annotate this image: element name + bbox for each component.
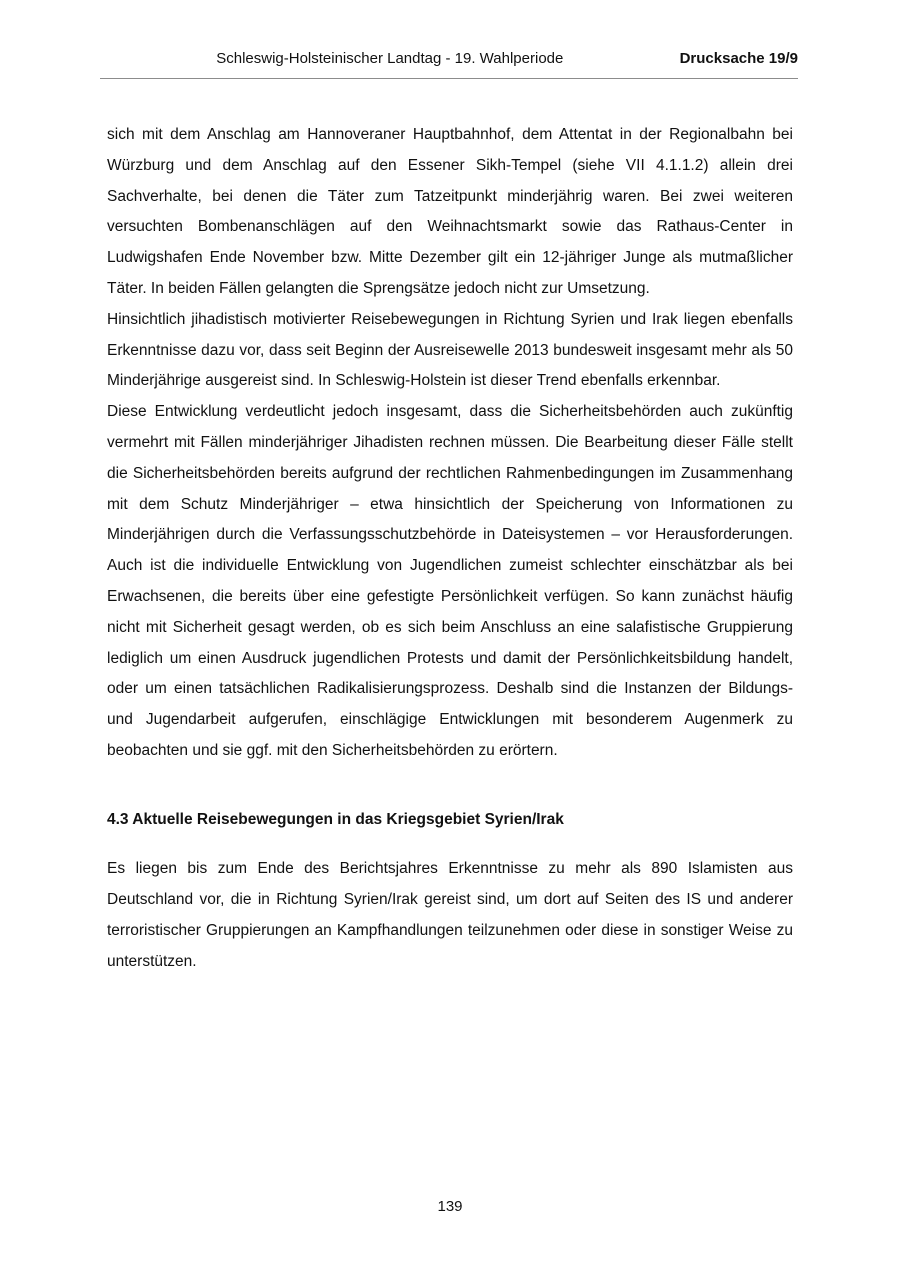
header-drucksache-number: Drucksache 19/9 bbox=[679, 50, 798, 67]
header-document-title: Schleswig-Holsteinischer Landtag - 19. Wahlperiode bbox=[216, 50, 564, 67]
page-footer bbox=[0, 1198, 900, 1215]
paragraph: Diese Entwicklung verdeutlicht jedoch insgesamt, dass die Sicherheitsbehörden auch zukünftig vermehrt mit Fällen minderjähriger Jihadisten rechnen müssen. Die Bearbeitung dieser Fälle stellt die Sicherheitsbehörden bereits aufgrund der rechtlichen Rahmenbedingungen im Zusammenhang mit dem Schutz Minderjähriger – etwa hinsichtlich der Speicherung von Informationen zu Minderjährigen durch die Verfassungsschutzbehörde in Dateisystemen – vor Herausforderungen. Auch ist die individuelle Entwicklung von Jugendlichen zumeist schlechter einschätzbar als bei Erwachsenen, die bereits über eine gefestigte Persönlichkeit verfügen. So kann zunächst häufig nicht mit Sicherheit gesagt werden, ob es sich beim Anschluss an eine salafistische Gruppierung lediglich um einen Ausdruck jugendlichen Protests und damit der Persönlichkeitsbildung handelt, oder um einen tatsächlichen Radikalisierungsprozess. Deshalb sind die Instanzen der Bildungs- und Jugendarbeit aufgerufen, einschlägige Entwicklungen mit besonderem Augenmerk zu beobachten und sie ggf. mit den Sicherheitsbehörden zu erörtern. bbox=[107, 403, 793, 759]
page-number: 139 bbox=[437, 1198, 463, 1215]
paragraph: Es liegen bis zum Ende des Berichtsjahres Erkenntnisse zu mehr als 890 Islamisten aus Deutschland vor, die in Richtung Syrien/Irak gereist sind, um dort auf Seiten des IS und anderer terroristischer Gruppierungen an Kampfhandlungen teilzunehmen oder diese in sonstiger Weise zu unterstützen. bbox=[107, 860, 793, 970]
page-header bbox=[100, 50, 798, 79]
section-heading: 4.3 Aktuelle Reisebewegungen in das Kriegsgebiet Syrien/Irak bbox=[107, 810, 564, 828]
paragraph: Hinsichtlich jihadistisch motivierter Reisebewegungen in Richtung Syrien und Irak liegen ebenfalls Erkenntnisse dazu vor, dass seit Beginn der Ausreisewelle 2013 bundesweit insgesamt mehr als 50 Minderjährige ausgereist sind. In Schleswig-Holstein ist dieser Trend ebenfalls erkennbar. bbox=[107, 310, 793, 390]
document-body bbox=[107, 120, 793, 978]
paragraph: sich mit dem Anschlag am Hannoveraner Hauptbahnhof, dem Attentat in der Regionalbahn bei Würzburg und dem Anschlag auf den Essener Sikh-Tempel (siehe VII 4.1.1.2) allein drei Sachverhalte, bei denen die Täter zum Tatzeitpunkt minderjährig waren. Bei zwei weiteren versuchten Bombenanschlägen auf den Weihnachtsmarkt sowie das Rathaus-Center in Ludwigshafen Ende November bzw. Mitte Dezember gilt ein 12-jähriger Junge als mutmaßlicher Täter. In beiden Fällen gelangten die Sprengsätze jedoch nicht zur Umsetzung. bbox=[107, 126, 793, 297]
